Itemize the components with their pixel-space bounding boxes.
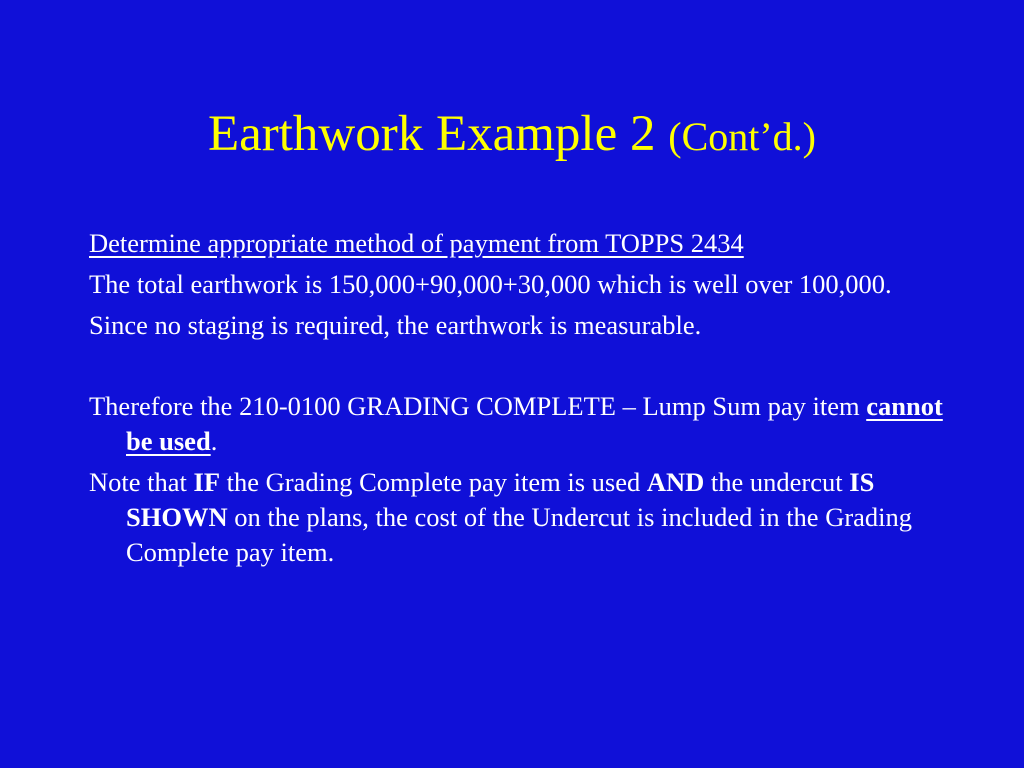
note-bold-and: AND [646, 467, 705, 497]
grading-text-a: Therefore the 210-0100 GRADING COMPLETE – Lump Sum pay item [89, 391, 867, 421]
note-text-c: the undercut [704, 467, 850, 497]
payment-method-link-text: Determine appropriate method of payment from TOPPS 2434 [89, 228, 744, 258]
paragraph-undercut-note [89, 465, 949, 570]
slide-title-main: Earthwork Example 2 [207, 106, 656, 162]
note-bold-if: IF [193, 467, 220, 497]
note-bold-is-shown: IS SHOWN [126, 467, 875, 532]
slide-body [89, 226, 949, 576]
paragraph-payment-method [89, 226, 949, 261]
paragraph-total-earthwork: The total earthwork is 150,000+90,000+30,000 which is well over 100,000. [89, 269, 892, 299]
slide-title [0, 104, 1024, 167]
note-text-b: the Grading Complete pay item is used [220, 467, 647, 497]
paragraph-grading-complete [89, 389, 949, 459]
note-text-a: Note that [89, 467, 194, 497]
cannot-be-used-emphasis: cannot be used [126, 391, 943, 456]
grading-text-b: . [210, 426, 218, 456]
slide-title-sub: (Cont’d.) [668, 114, 817, 159]
paragraph-staging: Since no staging is required, the earthwork is measurable. [89, 310, 702, 340]
note-text-d: on the plans, the cost of the Undercut is included in the Grading Complete pay item. [126, 502, 913, 567]
